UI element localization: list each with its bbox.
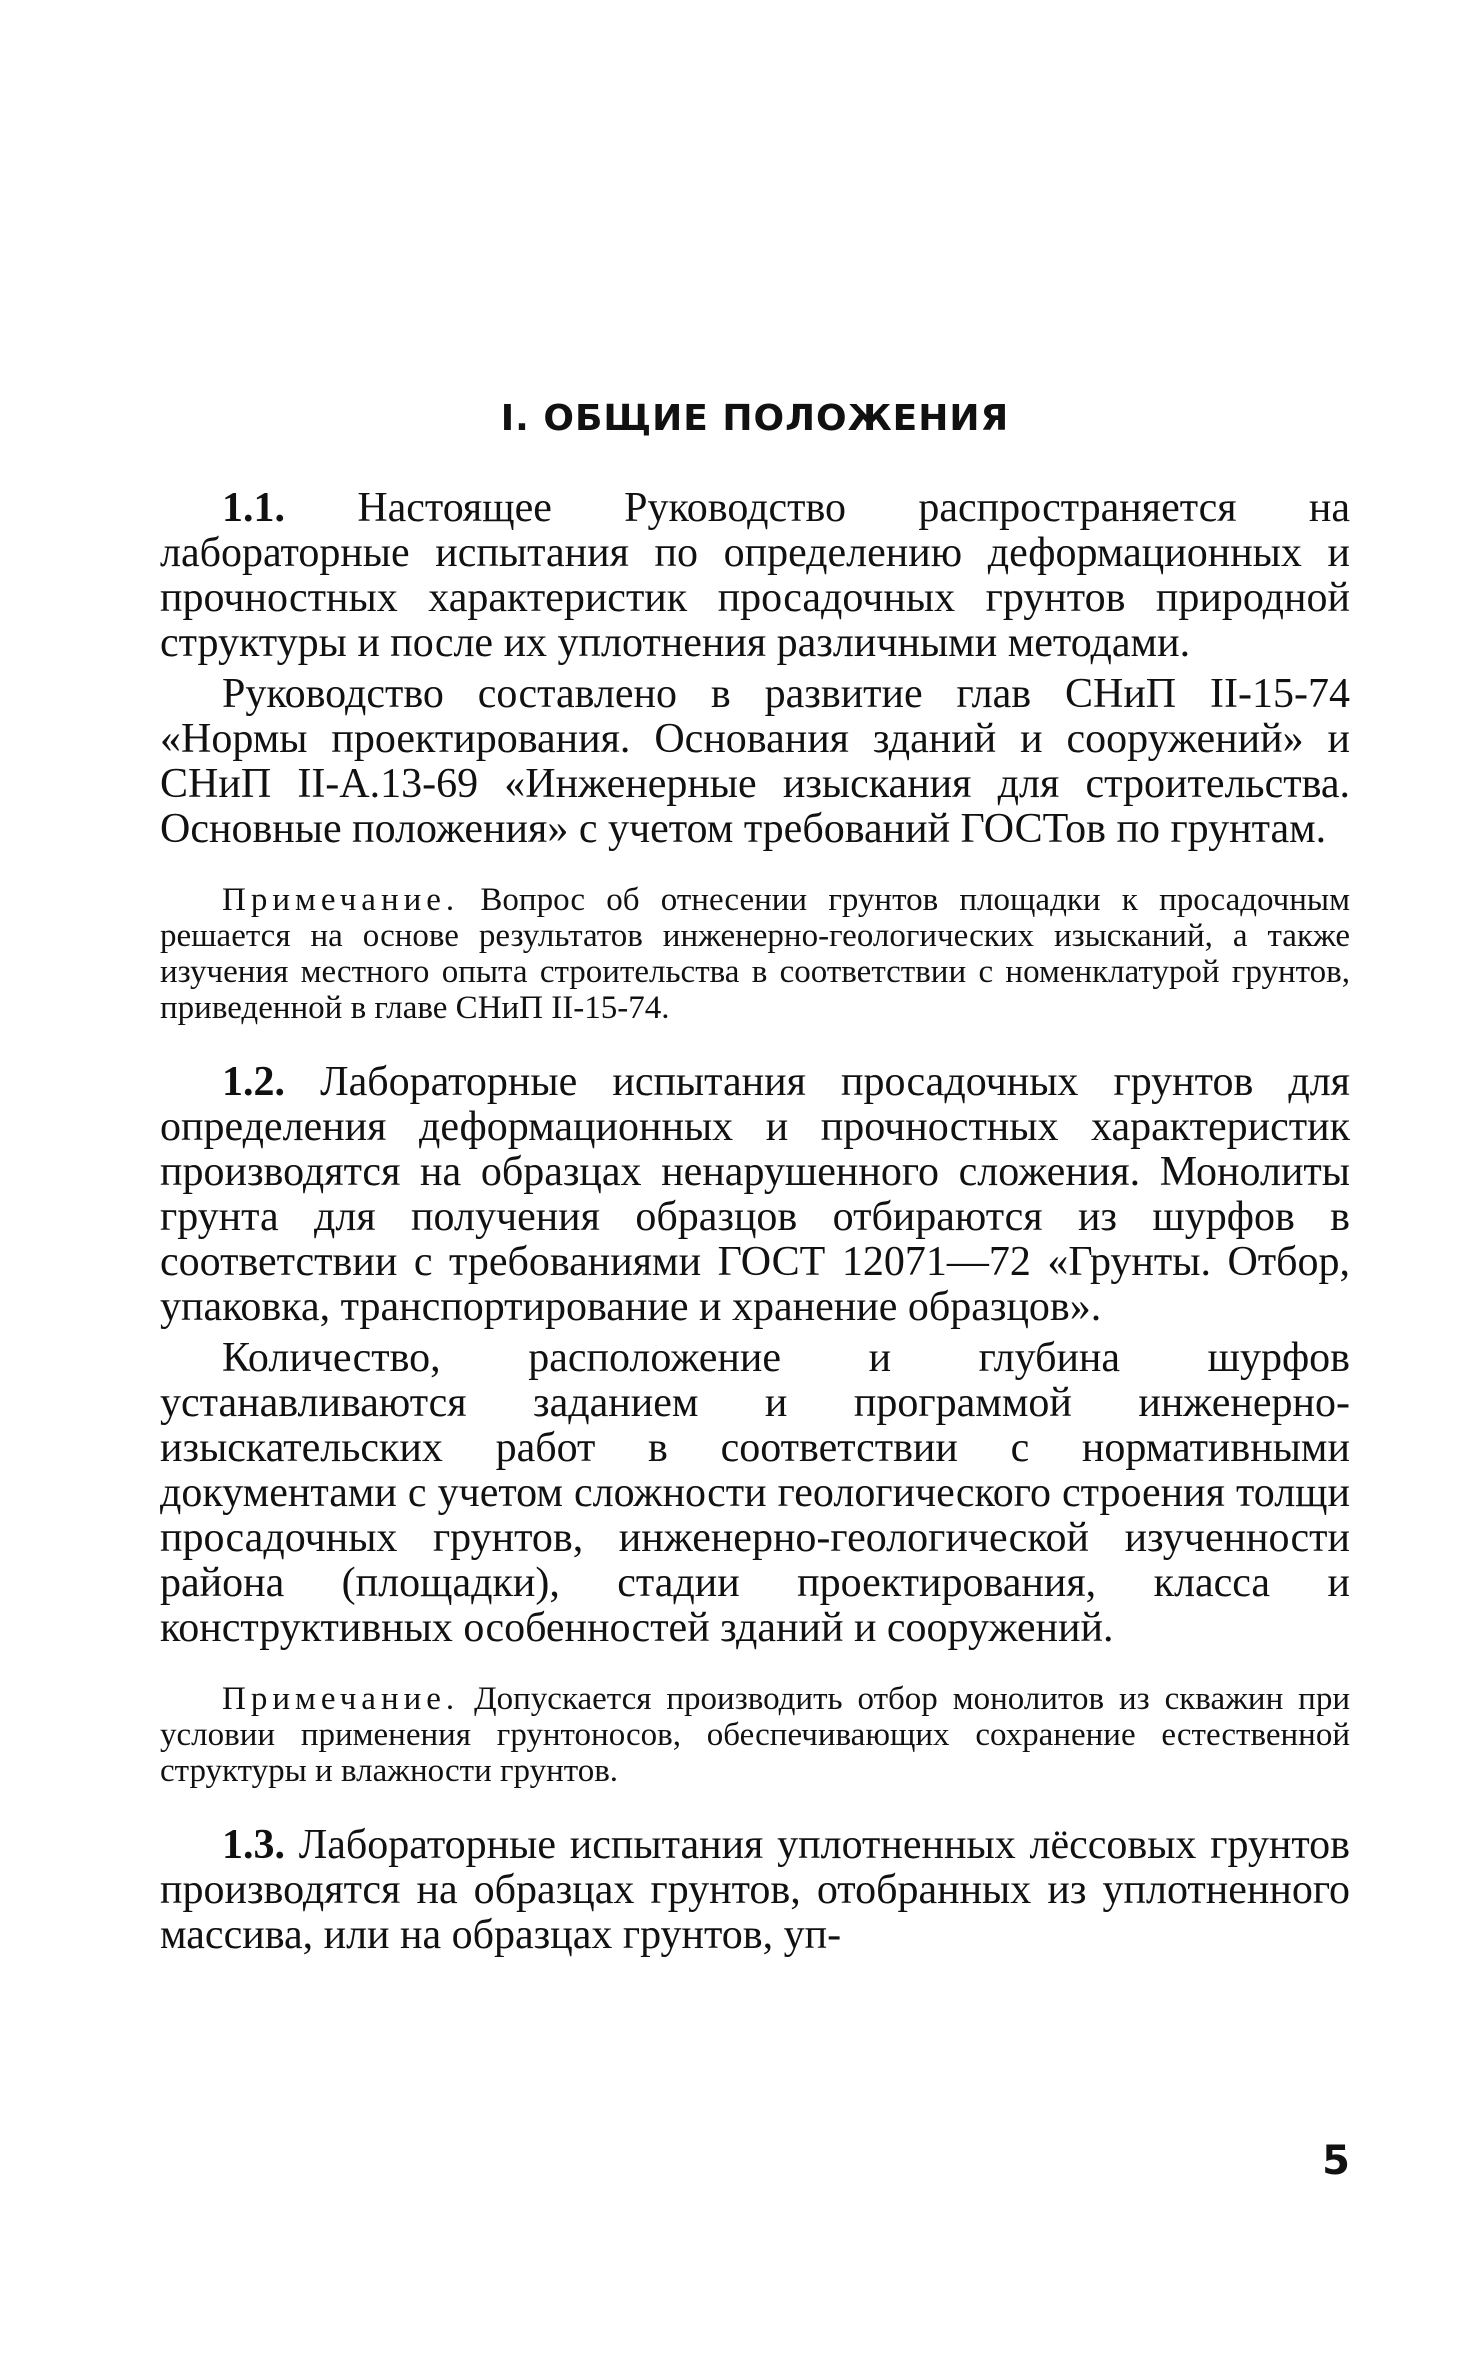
paragraph-1-1 (160, 486, 1350, 666)
body-text (160, 486, 1350, 1958)
note-text: Вопрос об отнесении грунтов площадки к просадочным решается на основе результатов инженерно-геологических изысканий, а также изучения местного опыта строительства в соответствии с номенклатурой грунтов, приведенной в главе СНиП II-15-74. (160, 882, 1350, 1026)
paragraph-1-3 (160, 1823, 1350, 1958)
paragraph-text: Лабораторные испытания просадочных грунтов для определения деформационных и прочностных характеристик производятся на образцах ненарушенного сложения. Монолиты грунта для получения образцов отбираются из шурфов в соответствии с требованиями ГОСТ 12071—72 «Грунты. Отбор, упаковка, транспортирование и хранение образцов». (160, 1059, 1350, 1330)
note-1 (160, 882, 1350, 1026)
document-page (160, 0, 1350, 2362)
paragraph-text: Настоящее Руководство распространяется на лабораторные испытания по определению деформационных и прочностных характеристик просадочных грунтов природной структуры и после их уплотнения различными методами. (160, 485, 1350, 666)
paragraph-text: Руководство составлено в развитие глав СНиП II-15-74 «Нормы проектирования. Основания зданий и сооружений» и СНиП II-А.13-69 «Инженерные изыскания для строительства. Основные положения» с учетом требований ГОСТов по грунтам. (160, 671, 1350, 852)
section-title: I. ОБЩИЕ ПОЛОЖЕНИЯ (500, 398, 1010, 439)
paragraph-text: Количество, расположение и глубина шурфов устанавливаются заданием и программой инженерно-изыскательских работ в соответствии с нормативными документами с учетом сложности геологического строения толщи просадочных грунтов, инженерно-геологической изученности района (площадки), стадии проектирования, класса и конструктивных особенностей зданий и сооружений. (160, 1335, 1350, 1651)
paragraph-1-2 (160, 1060, 1350, 1330)
note-2 (160, 1681, 1350, 1789)
note-label: Примечание. (222, 882, 460, 918)
paragraph-1-2-continued (160, 1336, 1350, 1651)
note-label: Примечание. (222, 1681, 460, 1717)
paragraph-text: Лабораторные испытания уплотненных лёссовых грунтов производятся на образцах грунтов, отобранных из уплотненного массива, или на образцах грунтов, уп- (160, 1822, 1350, 1958)
note-text: Допускается производить отбор монолитов из скважин при условии применения грунтоносов, обеспечивающих сохранение естественной структуры и влажности грунтов. (160, 1681, 1350, 1789)
paragraph-number: 1.3. (222, 1822, 285, 1868)
paragraph-1-1-continued (160, 672, 1350, 852)
paragraph-number: 1.2. (222, 1059, 285, 1105)
paragraph-number: 1.1. (222, 485, 285, 531)
page-number: 5 (1322, 2138, 1350, 2184)
